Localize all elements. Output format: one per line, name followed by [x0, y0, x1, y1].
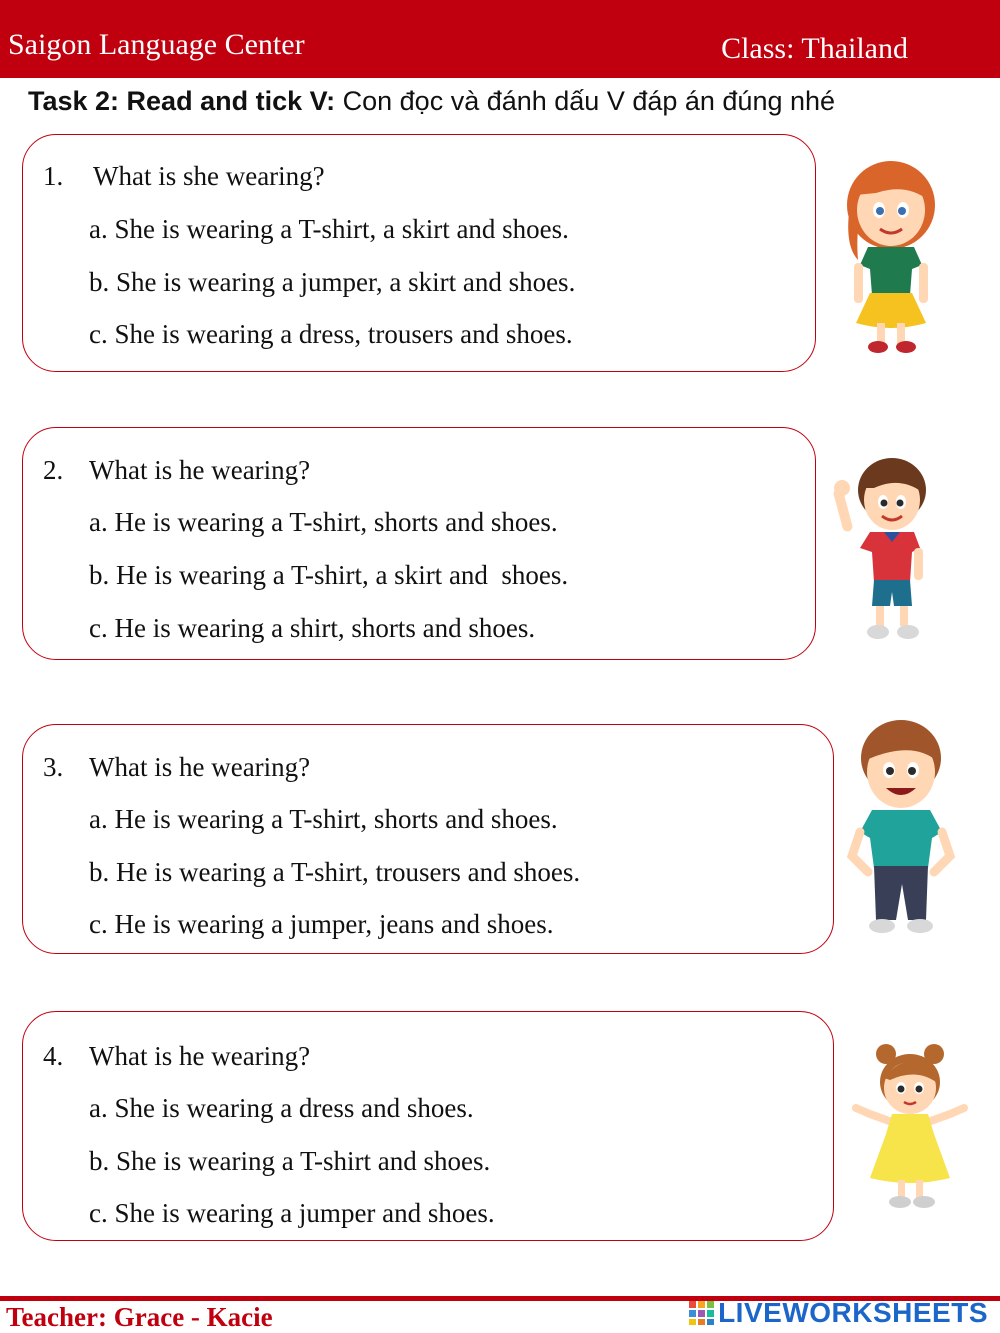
option-a[interactable]: a. She is wearing a dress and shoes. — [89, 1093, 474, 1123]
option-b[interactable]: b. She is wearing a T-shirt and shoes. — [89, 1146, 491, 1176]
question-text: What is he wearing? — [89, 752, 311, 782]
boy-teal-shirt-illustration — [846, 716, 956, 938]
teacher-name: Teacher: Grace - Kacie — [6, 1302, 273, 1332]
option-a[interactable]: a. She is wearing a T-shirt, a skirt and shoes. — [89, 214, 569, 244]
girl-yellow-dress-illustration — [846, 1042, 976, 1214]
center-name: Saigon Language Center — [8, 28, 305, 61]
question-box-2 — [22, 427, 816, 660]
task-instruction: Con đọc và đánh dấu V đáp án đúng nhé — [335, 86, 836, 116]
option-b[interactable]: b. He is wearing a T-shirt, trousers and shoes. — [89, 857, 581, 887]
question-number: 2. — [43, 455, 64, 485]
question-text: What is she wearing? — [93, 161, 325, 191]
question-number: 1. — [43, 161, 64, 191]
option-a[interactable]: a. He is wearing a T-shirt, shorts and shoes. — [89, 507, 558, 537]
class-label: Class: Thailand — [721, 32, 908, 65]
option-c[interactable]: c. He is wearing a jumper, jeans and shoes. — [89, 909, 554, 939]
question-text: What is he wearing? — [89, 455, 311, 485]
option-b[interactable]: b. She is wearing a jumper, a skirt and shoes. — [89, 267, 576, 297]
question-box-3 — [22, 724, 834, 954]
option-c[interactable]: c. He is wearing a shirt, shorts and shoes. — [89, 613, 536, 643]
question-number: 3. — [43, 752, 64, 782]
liveworksheets-logo-icon — [689, 1301, 715, 1325]
option-c[interactable]: c. She is wearing a dress, trousers and shoes. — [89, 319, 573, 349]
boy-red-shirt-illustration — [830, 452, 940, 647]
brand-text: LIVEWORKSHEETS — [718, 1297, 988, 1328]
girl-green-shirt-illustration — [836, 155, 946, 355]
option-b[interactable]: b. He is wearing a T-shirt, a skirt and shoes. — [89, 560, 569, 590]
header-banner — [0, 0, 1000, 78]
brand[interactable] — [689, 1297, 988, 1329]
task-title — [28, 86, 835, 117]
question-box-4 — [22, 1011, 834, 1241]
question-box-1 — [22, 134, 816, 372]
task-title-bold: Task 2: Read and tick V: — [28, 86, 336, 116]
option-c[interactable]: c. She is wearing a jumper and shoes. — [89, 1198, 495, 1228]
question-number: 4. — [43, 1041, 64, 1071]
option-a[interactable]: a. He is wearing a T-shirt, shorts and shoes. — [89, 804, 558, 834]
question-text: What is he wearing? — [89, 1041, 311, 1071]
